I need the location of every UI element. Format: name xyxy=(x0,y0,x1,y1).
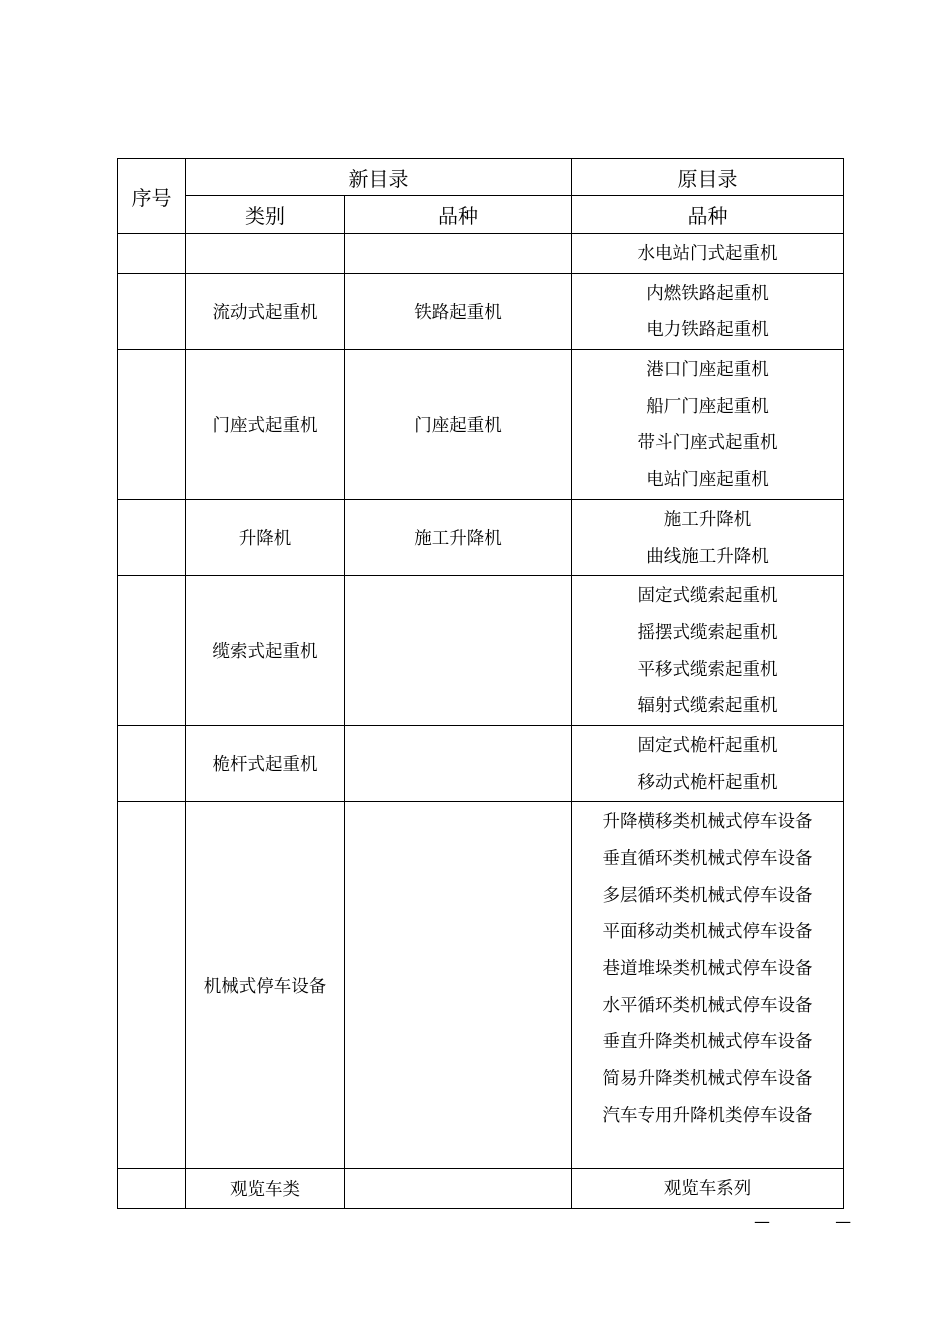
catalog-table xyxy=(117,158,844,1209)
seq-cell xyxy=(118,802,186,1169)
seq-cell xyxy=(118,350,186,500)
old-variety-item: 带斗门座式起重机 xyxy=(637,433,778,454)
old-varieties-cell xyxy=(572,725,844,801)
seq-cell xyxy=(118,576,186,726)
old-variety-item: 平面移动类机械式停车设备 xyxy=(602,922,813,943)
old-variety-item: 平移式缆索起重机 xyxy=(637,659,778,680)
old-variety-item: 施工升降机 xyxy=(663,509,752,530)
old-variety-item: 固定式缆索起重机 xyxy=(637,586,778,607)
old-varieties-cell xyxy=(572,802,844,1169)
variety-cell: 门座起重机 xyxy=(345,350,572,500)
table-row xyxy=(118,273,844,349)
header-new-catalog: 新目录 xyxy=(186,159,572,196)
page-number-mark: — — xyxy=(754,1212,882,1231)
old-variety-item: 电站门座起重机 xyxy=(646,470,769,491)
old-variety-item: 观览车系列 xyxy=(663,1179,752,1200)
old-variety-item: 简易升降类机械式停车设备 xyxy=(602,1069,813,1090)
old-variety-item: 港口门座起重机 xyxy=(646,360,769,381)
variety-cell xyxy=(345,234,572,274)
old-variety-item: 内燃铁路起重机 xyxy=(646,283,769,304)
table-row xyxy=(118,802,844,1169)
table-row xyxy=(118,1169,844,1209)
seq-cell xyxy=(118,725,186,801)
old-varieties-cell xyxy=(572,350,844,500)
table-row xyxy=(118,350,844,500)
table-row xyxy=(118,499,844,575)
variety-cell xyxy=(345,1169,572,1209)
old-variety-item: 电力铁路起重机 xyxy=(646,320,769,341)
header-row-top xyxy=(118,159,844,196)
table-row xyxy=(118,576,844,726)
old-variety-item: 辐射式缆索起重机 xyxy=(637,696,778,717)
old-variety-item: 水电站门式起重机 xyxy=(637,244,778,264)
variety-cell xyxy=(345,725,572,801)
old-variety-item: 水平循环类机械式停车设备 xyxy=(602,995,813,1016)
variety-cell xyxy=(345,576,572,726)
seq-cell xyxy=(118,273,186,349)
header-old-catalog: 原目录 xyxy=(572,159,844,196)
old-varieties-cell xyxy=(572,499,844,575)
old-variety-item: 船厂门座起重机 xyxy=(646,396,769,417)
header-variety-new: 品种 xyxy=(345,196,572,234)
old-varieties-cell xyxy=(572,1169,844,1209)
category-cell xyxy=(186,234,345,274)
table-row xyxy=(118,725,844,801)
header-variety-old: 品种 xyxy=(572,196,844,234)
variety-cell: 铁路起重机 xyxy=(345,273,572,349)
variety-cell: 施工升降机 xyxy=(345,499,572,575)
category-cell: 缆索式起重机 xyxy=(186,576,345,726)
seq-cell xyxy=(118,499,186,575)
old-variety-item: 汽车专用升降机类停车设备 xyxy=(602,1105,813,1126)
old-varieties-cell xyxy=(572,576,844,726)
old-varieties-cell xyxy=(572,234,844,274)
seq-cell xyxy=(118,1169,186,1209)
header-seq: 序号 xyxy=(118,159,186,234)
category-cell: 观览车类 xyxy=(186,1169,345,1209)
old-variety-item: 升降横移类机械式停车设备 xyxy=(602,812,813,833)
category-cell: 流动式起重机 xyxy=(186,273,345,349)
old-variety-item: 摇摆式缆索起重机 xyxy=(637,622,778,643)
old-variety-item: 曲线施工升降机 xyxy=(646,546,769,567)
old-varieties-cell xyxy=(572,273,844,349)
category-cell: 桅杆式起重机 xyxy=(186,725,345,801)
old-variety-item: 垂直循环类机械式停车设备 xyxy=(602,849,813,869)
category-cell: 门座式起重机 xyxy=(186,350,345,500)
category-cell: 升降机 xyxy=(186,499,345,575)
header-category: 类别 xyxy=(186,196,345,234)
old-variety-item: 固定式桅杆起重机 xyxy=(637,735,778,756)
old-variety-item: 移动式桅杆起重机 xyxy=(637,772,778,793)
header-row-bottom xyxy=(118,196,844,234)
table-row xyxy=(118,234,844,274)
variety-cell xyxy=(345,802,572,1169)
category-cell: 机械式停车设备 xyxy=(186,802,345,1169)
old-variety-item: 多层循环类机械式停车设备 xyxy=(602,885,813,906)
old-variety-item: 垂直升降类机械式停车设备 xyxy=(602,1032,813,1053)
old-variety-item: 巷道堆垛类机械式停车设备 xyxy=(602,959,813,980)
seq-cell xyxy=(118,234,186,274)
